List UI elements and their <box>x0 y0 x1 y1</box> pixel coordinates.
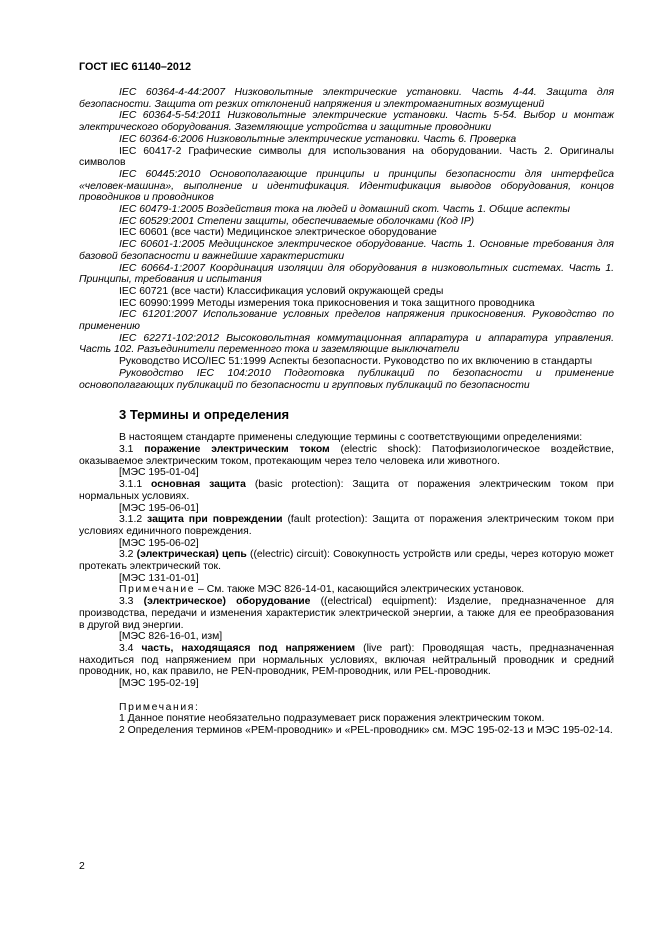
normative-references-list <box>79 87 614 391</box>
reference-item: IEC 60364-6:2006 Низковольтные электрические установки. Часть 6. Проверка <box>119 133 517 145</box>
reference-item: IEC 60990:1999 Методы измерения тока прикосновения и тока защитного проводника <box>119 297 535 309</box>
term-reference: [МЭС 131-01-01] <box>119 572 199 584</box>
term-name: (электрическое) оборудование <box>143 596 311 608</box>
reference-item: IEC 60664-1:2007 Координация изоляции для оборудования в низковольтных системах. Часть 1. Принципы, требования и испытания <box>79 262 614 286</box>
term-reference: [МЭС 826-16-01, изм] <box>119 631 223 643</box>
term-3-1-1: 3.1.1 основная защита (basic protection): Защита от поражения электрическим током при нормальных условиях. <box>79 479 614 502</box>
term-3-1: 3.1 поражение электрическим током (electric shock): Патофизиологическое воздействие, оказываемое электрическим током, протекающим через тело человека или животного. <box>79 443 614 467</box>
term-reference: [МЭС 195-01-04] <box>119 467 199 479</box>
term-name: основная защита <box>151 479 246 491</box>
term-3-4: 3.4 часть, находящаяся под напряжением (live part): Проводящая часть, предназначенная находиться под напряжением при нормальных условиях, включая нейтральный проводник и средний проводник, но, как правило, не PEN-проводник, PEM-проводник, или PEL-проводник. <box>79 642 614 678</box>
reference-item: IEC 60721 (все части) Классификация условий окружающей среды <box>119 285 444 297</box>
reference-item: IEC 60529:2001 Степени защиты, обеспечиваемые оболочками (Код IP) <box>119 215 475 227</box>
term-name: часть, находящаяся под напряжением <box>141 642 356 654</box>
reference-item: Руководство IEC 104:2010 Подготовка публикаций по безопасности и применение основополагающих публикаций по безопасности и групповых публикаций по безопасности <box>79 367 614 391</box>
reference-item: Руководство ИСО/IEC 51:1999 Аспекты безопасности. Руководство по их включению в стандарты <box>119 356 593 368</box>
term-reference: [МЭС 195-06-02] <box>119 537 199 549</box>
page-number: 2 <box>79 861 85 872</box>
section-heading: 3 Термины и определения <box>119 407 290 423</box>
reference-item: IEC 61201:2007 Использование условных пределов напряжения прикосновения. Руководство по применению <box>79 309 614 333</box>
term-reference: [МЭС 195-02-19] <box>119 678 199 690</box>
reference-item: IEC 62271-102:2012 Высоковольтная коммутационная аппаратура и аппаратура управления. Часть 102. Разъединители переменного тока и заземляющие выключатели <box>79 332 614 356</box>
note-item: 1 Данное понятие необязательно подразумевает риск поражения электрическим током. <box>119 713 545 725</box>
notes-label: Примечания: <box>119 701 200 713</box>
reference-item: IEC 60445:2010 Основополагающие принципы и принципы безопасности для интерфейса «человек-машина», выполнение и идентификация. Идентификация выводов оборудования, концов проводников и проводников <box>79 168 614 204</box>
section-intro: В настоящем стандарте применены следующие термины с соответствующими определениями: <box>119 432 583 444</box>
reference-item: IEC 60364-5-54:2011 Низковольтные электрические установки. Часть 5-54. Выбор и монтаж электрического оборудования. Заземляющие устройства и защитные проводники <box>79 110 614 134</box>
reference-item: IEC 60601 (все части) Медицинское электрическое оборудование <box>119 227 437 239</box>
term-name: защита при повреждении <box>147 514 283 526</box>
term-reference: [МЭС 195-06-01] <box>119 502 199 514</box>
reference-item: IEC 60479-1:2005 Воздействия тока на людей и домашний скот. Часть 1. Общие аспекты <box>119 204 571 216</box>
note-item: 2 Определения терминов «PEM-проводник» и «PEL-проводник» см. МЭС 195-02-13 и МЭС 195-02-14. <box>119 725 613 737</box>
term-name: поражение электрическим током <box>144 443 330 455</box>
term-3-1-2: 3.1.2 защита при повреждении (fault protection): Защита от поражения электрическим током при условиях единичного повреждения. <box>79 514 614 537</box>
document-body <box>79 87 614 737</box>
reference-item: IEC 60364-4-44:2007 Низковольтные электрические установки. Часть 4-44. Защита для безопасности. Защита от резких отклонений напряжения и электромагнитных возмущений <box>79 87 614 110</box>
term-3-2: 3.2 (электрическая) цепь ((electric) circuit): Совокупность устройств или среды, через которую может протекать электрический ток. <box>79 549 614 573</box>
standard-header: ГОСТ IEC 61140–2012 <box>79 61 191 73</box>
note-3-2: Примечание – См. также МЭС 826-14-01, касающийся электрических установок. <box>119 584 525 596</box>
reference-item: IEC 60601-1:2005 Медицинское электрическое оборудование. Часть 1. Основные требования для базовой безопасности и важнейшие характеристики <box>79 239 614 262</box>
term-3-3: 3.3 (электрическое) оборудование ((electrical) equipment): Изделие, предназначенное для производства, передачи и изменения характеристик электрической энергии, а также для ее преобразования в другой вид энергии. <box>79 596 615 631</box>
reference-item: IEC 60417-2 Графические символы для использования на оборудовании. Часть 2. Оригиналы символов <box>79 145 614 169</box>
term-name: (электрическая) цепь <box>136 549 247 561</box>
